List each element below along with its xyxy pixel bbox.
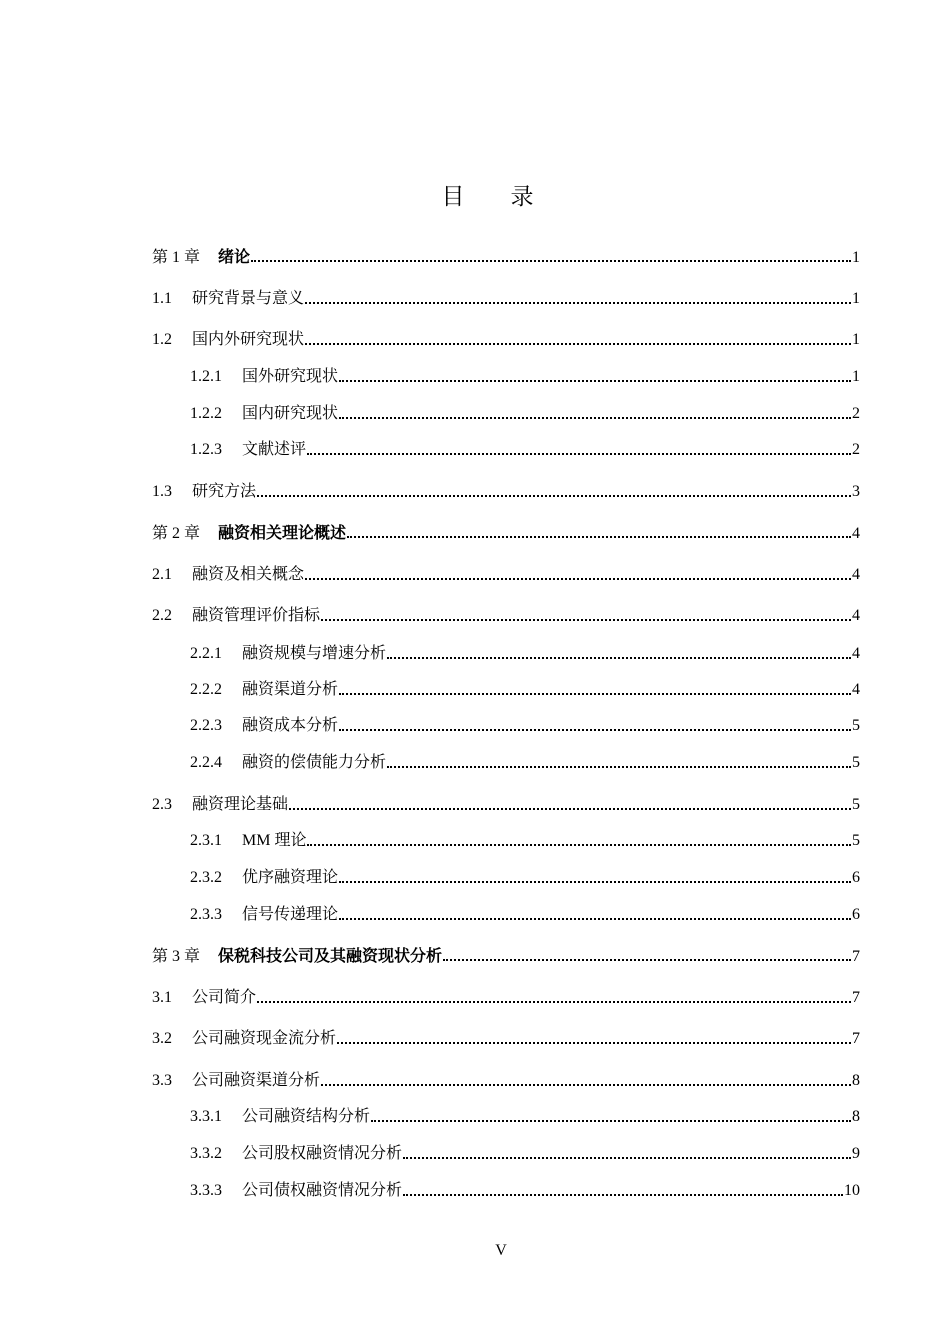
dot-leader: [305, 342, 851, 345]
toc-entry[interactable]: [152, 288, 860, 310]
toc-entry-page: 1: [852, 331, 860, 348]
toc-entry[interactable]: [190, 366, 860, 388]
toc-entry-title: 融资成本分析: [242, 717, 339, 734]
dot-leader: [321, 1083, 851, 1086]
toc-entry[interactable]: [190, 403, 860, 425]
dot-leader: [289, 807, 851, 810]
toc-entry-page: 9: [852, 1145, 860, 1162]
dot-leader: [339, 880, 851, 883]
toc-entry-number: 3.3.1: [190, 1108, 222, 1125]
toc-entry-page: 5: [852, 832, 860, 849]
toc-entry-page: 1: [852, 290, 860, 307]
toc-entry[interactable]: [190, 643, 860, 665]
dot-leader: [307, 843, 851, 846]
toc-entry-number: 第 3 章: [152, 948, 201, 965]
toc-entry-number: 2.2.2: [190, 681, 222, 698]
dot-leader: [251, 259, 851, 262]
toc-entry-title: 融资的偿债能力分析: [242, 754, 387, 771]
toc-entry-number: 1.1: [152, 290, 172, 307]
toc-entry-title: 公司简介: [192, 989, 257, 1006]
toc-entry-page: 7: [852, 1030, 860, 1047]
toc-entry[interactable]: [152, 1028, 860, 1050]
toc-entry[interactable]: [152, 522, 860, 544]
dot-leader: [257, 1000, 851, 1003]
dot-leader: [387, 765, 851, 768]
toc-entry-number: 2.3.3: [190, 906, 222, 923]
dot-leader: [305, 301, 851, 304]
toc-entry-number: 3.3.2: [190, 1145, 222, 1162]
toc-entry[interactable]: [152, 329, 860, 351]
toc-entry-title: 融资管理评价指标: [192, 607, 321, 624]
toc-entry-number: 2.2.1: [190, 645, 222, 662]
toc-entry-title: 融资规模与增速分析: [242, 645, 387, 662]
toc-entry-title: 研究方法: [192, 483, 257, 500]
toc-entry-number: 3.2: [152, 1030, 172, 1047]
toc-entry[interactable]: [152, 794, 860, 816]
dot-leader: [371, 1119, 851, 1122]
toc-entry[interactable]: [190, 1180, 860, 1202]
dot-leader: [339, 379, 851, 382]
toc-entry-page: 5: [852, 717, 860, 734]
toc-entry-number: 2.2.3: [190, 717, 222, 734]
toc-entry-title: MM 理论: [242, 832, 307, 849]
toc-entry-title: 信号传递理论: [242, 906, 339, 923]
toc-entry-title: 公司融资渠道分析: [192, 1072, 321, 1089]
toc-entry-number: 1.2.2: [190, 405, 222, 422]
toc-entry-number: 1.2: [152, 331, 172, 348]
toc-entry-page: 4: [852, 525, 860, 542]
toc-entry-title: 保税科技公司及其融资现状分析: [218, 946, 443, 965]
toc-entry-page: 7: [852, 989, 860, 1006]
toc-entry[interactable]: [152, 1070, 860, 1092]
toc-entry-page: 7: [852, 948, 860, 965]
dot-leader: [321, 618, 851, 621]
toc-entry-number: 2.3.2: [190, 869, 222, 886]
toc-entry[interactable]: [190, 904, 860, 926]
toc-entry[interactable]: [152, 605, 860, 627]
toc-entry[interactable]: [152, 564, 860, 586]
toc-entry[interactable]: [152, 481, 860, 503]
toc-entry-number: 3.1: [152, 989, 172, 1006]
toc-entry-number: 3.3.3: [190, 1182, 222, 1199]
toc-entry-title: 国外研究现状: [242, 368, 339, 385]
dot-leader: [339, 692, 851, 695]
dot-leader: [339, 917, 851, 920]
toc-entry-title: 国内外研究现状: [192, 331, 305, 348]
toc-entry-title: 研究背景与意义: [192, 290, 305, 307]
toc-entry-page: 6: [852, 906, 860, 923]
toc-entry-page: 6: [852, 869, 860, 886]
toc-entry-number: 2.3.1: [190, 832, 222, 849]
toc-title-char-1: 目: [441, 184, 465, 209]
toc-entry-number: 2.1: [152, 566, 172, 583]
dot-leader: [403, 1193, 843, 1196]
toc-entry-number: 3.3: [152, 1072, 172, 1089]
toc-entry[interactable]: [190, 679, 860, 701]
toc-entry[interactable]: [152, 945, 860, 967]
toc-entry-number: 1.2.1: [190, 368, 222, 385]
toc-entry-page: 3: [852, 483, 860, 500]
toc-entry-title: 融资理论基础: [192, 796, 289, 813]
toc-entry-title: 公司融资现金流分析: [192, 1030, 337, 1047]
toc-entry-number: 第 2 章: [152, 525, 201, 542]
dot-leader: [339, 728, 851, 731]
toc-entry-page: 1: [852, 368, 860, 385]
toc-entry-number: 2.2: [152, 607, 172, 624]
toc-entry-page: 2: [852, 405, 860, 422]
toc-entry-page: 8: [852, 1072, 860, 1089]
toc-entry-page: 4: [852, 566, 860, 583]
toc-entry-number: 2.2.4: [190, 754, 222, 771]
toc-entry[interactable]: [190, 867, 860, 889]
toc-entry[interactable]: [152, 987, 860, 1009]
toc-entry-title: 绪论: [218, 247, 251, 266]
toc-entry-page: 2: [852, 441, 860, 458]
dot-leader: [257, 494, 851, 497]
toc-entry-title: 融资相关理论概述: [218, 523, 347, 542]
toc-entry-number: 1.2.3: [190, 441, 222, 458]
toc-entry[interactable]: [190, 439, 860, 461]
toc-entry-number: 1.3: [152, 483, 172, 500]
dot-leader: [337, 1041, 851, 1044]
dot-leader: [305, 577, 851, 580]
toc-entry-page: 8: [852, 1108, 860, 1125]
toc-entry-page: 4: [852, 645, 860, 662]
toc-entry-number: 2.3: [152, 796, 172, 813]
toc-entry-page: 10: [844, 1182, 860, 1199]
table-of-contents: [152, 0, 860, 1300]
page-number-footer: V: [495, 1242, 507, 1259]
toc-entry[interactable]: [190, 715, 860, 737]
toc-entry-title: 国内研究现状: [242, 405, 339, 422]
toc-entry[interactable]: [190, 830, 860, 852]
toc-entry-title: 文献述评: [242, 441, 307, 458]
toc-entry-title: 公司融资结构分析: [242, 1108, 371, 1125]
toc-entry-page: 1: [852, 249, 860, 266]
toc-entry[interactable]: [190, 1106, 860, 1128]
toc-entry-title: 优序融资理论: [242, 869, 339, 886]
toc-entry-page: 4: [852, 607, 860, 624]
toc-entry-title: 公司债权融资情况分析: [242, 1182, 403, 1199]
toc-entry-title: 融资及相关概念: [192, 566, 305, 583]
dot-leader: [339, 416, 851, 419]
toc-entry-title: 融资渠道分析: [242, 681, 339, 698]
toc-entry-page: 4: [852, 681, 860, 698]
toc-entry[interactable]: [190, 752, 860, 774]
toc-entry[interactable]: [152, 246, 860, 268]
toc-entry-number: 第 1 章: [152, 249, 201, 266]
dot-leader: [307, 452, 851, 455]
dot-leader: [403, 1156, 851, 1159]
dot-leader: [387, 656, 851, 659]
toc-entry-page: 5: [852, 796, 860, 813]
toc-entry[interactable]: [190, 1143, 860, 1165]
dot-leader: [443, 958, 851, 961]
toc-entry-title: 公司股权融资情况分析: [242, 1145, 403, 1162]
toc-entry-page: 5: [852, 754, 860, 771]
dot-leader: [347, 535, 851, 538]
toc-title-char-2: 录: [510, 184, 534, 209]
